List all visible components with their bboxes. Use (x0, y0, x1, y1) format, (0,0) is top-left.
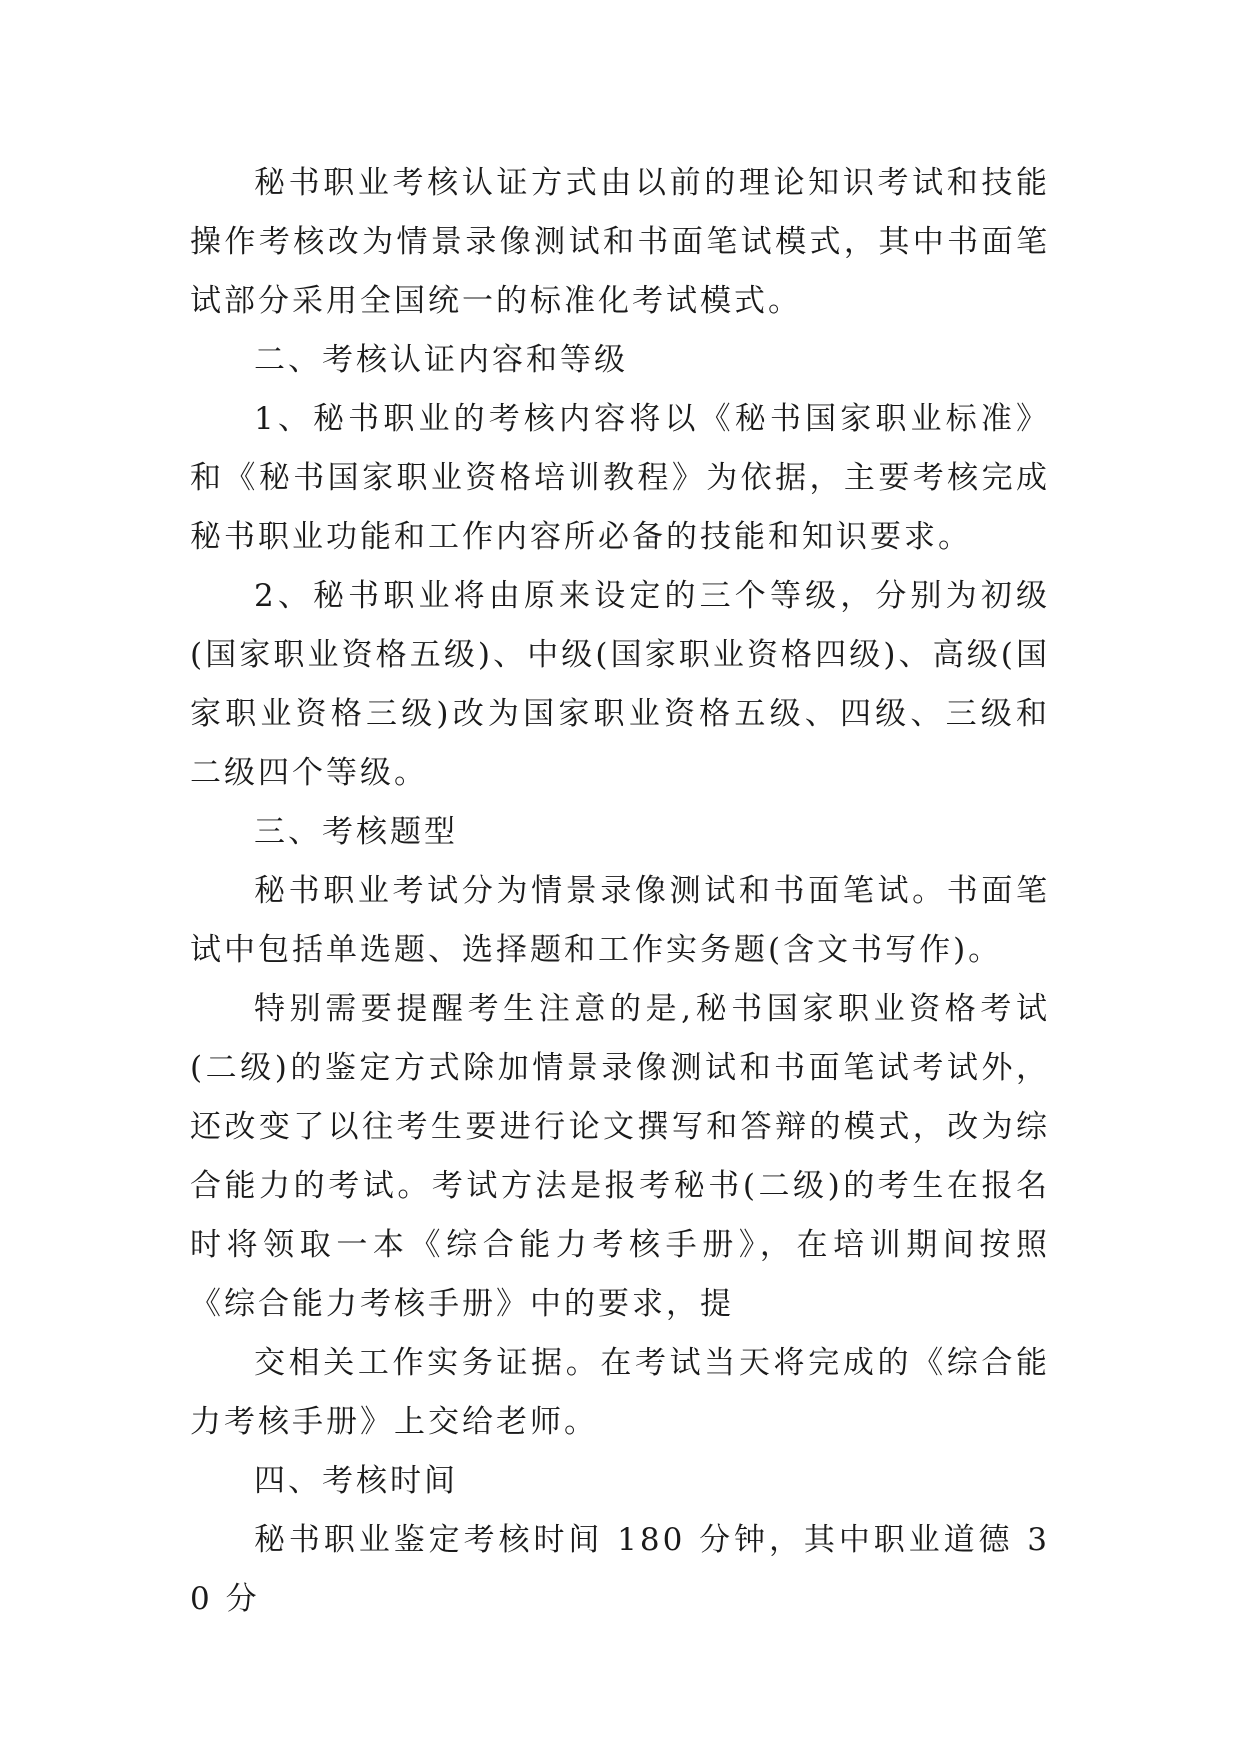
heading-assessment-time: 四、考核时间 (254, 1463, 458, 1499)
paragraph-levels: 2、秘书职业将由原来设定的三个等级，分别为初级(国家职业资格五级)、中级(国家职业资格四级)、高级(国家职业资格三级)改为国家职业资格五级、四级、三级和二级四个等级。 (190, 578, 1050, 791)
heading-question-types: 三、考核题型 (254, 814, 458, 850)
paragraph-assessment-time: 秘书职业鉴定考核时间 180 分钟，其中职业道德 30 分 (190, 1522, 1050, 1617)
paragraph-submit-evidence: 交相关工作实务证据。在考试当天将完成的《综合能力考核手册》上交给老师。 (190, 1345, 1050, 1440)
paragraph-question-types: 秘书职业考试分为情景录像测试和书面笔试。书面笔试中包括单选题、选择题和工作实务题(含文书写作)。 (190, 873, 1050, 968)
paragraph-level-two-note: 特别需要提醒考生注意的是,秘书国家职业资格考试(二级)的鉴定方式除加情景录像测试和书面笔试考试外，还改变了以往考生要进行论文撰写和答辩的模式，改为综合能力的考试。考试方法是报考秘书(二级)的考生在报名时将领取一本《综合能力考核手册》，在培训期间按照《综合能力考核手册》中的要求，提 (190, 991, 1050, 1322)
heading-content-and-levels: 二、考核认证内容和等级 (254, 342, 628, 378)
paragraph-assessment-method: 秘书职业考核认证方式由以前的理论知识考试和技能操作考核改为情景录像测试和书面笔试模式，其中书面笔试部分采用全国统一的标准化考试模式。 (190, 165, 1050, 319)
document-page (190, 154, 1050, 1629)
paragraph-content-basis: 1、秘书职业的考核内容将以《秘书国家职业标准》和《秘书国家职业资格培训教程》为依据，主要考核完成秘书职业功能和工作内容所必备的技能和知识要求。 (190, 401, 1050, 555)
